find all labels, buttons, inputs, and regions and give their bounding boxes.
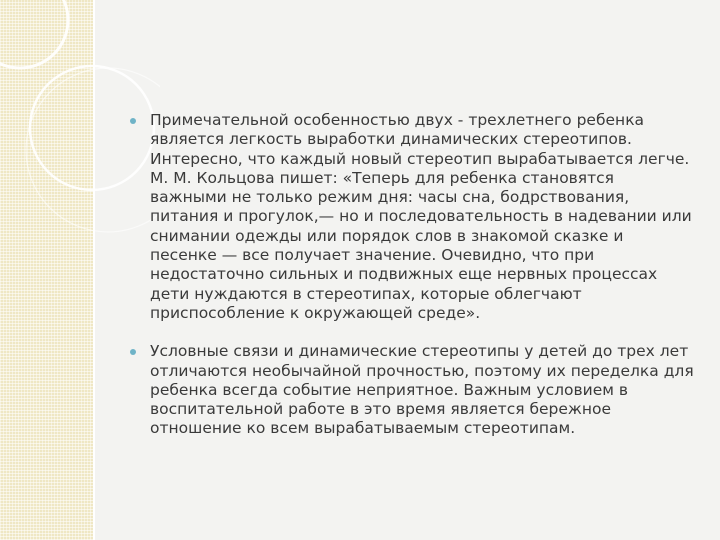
bullet-item <box>124 342 694 438</box>
bullet-dot-icon <box>130 118 136 124</box>
slide-content <box>124 111 694 439</box>
bullet-dot-icon <box>130 349 136 355</box>
bullet-text: Условные связи и динамические стереотипы у детей до трех лет отличаются необычайной прочностью, поэтому их переделка для ребенка всегда событие неприятное. Важным условием в воспитательной работе в это время является бережное отношение ко всем вырабатываемым стереотипам. <box>150 342 694 438</box>
bullet-item <box>124 111 694 323</box>
band-divider <box>93 0 95 540</box>
bullet-text: Примечательной особенностью двух - трехлетнего ребенка является легкость выработки динамических стереотипов. Интересно, что каждый новый стереотип вырабатывается легче. М. М. Кольцова пишет: «Теперь для ребенка становятся важными не только режим дня: часы сна, бодрствования, питания и прогулок,— но и последовательность в надевании или снимании одежды или порядок слов в знакомой сказке и песенке — все получает значение. Очевидно, что при недостаточно сильных и подвижных еще нервных процессах дети нуждаются в стереотипах, которые облегчают приспособление к окружающей среде». <box>150 111 692 322</box>
